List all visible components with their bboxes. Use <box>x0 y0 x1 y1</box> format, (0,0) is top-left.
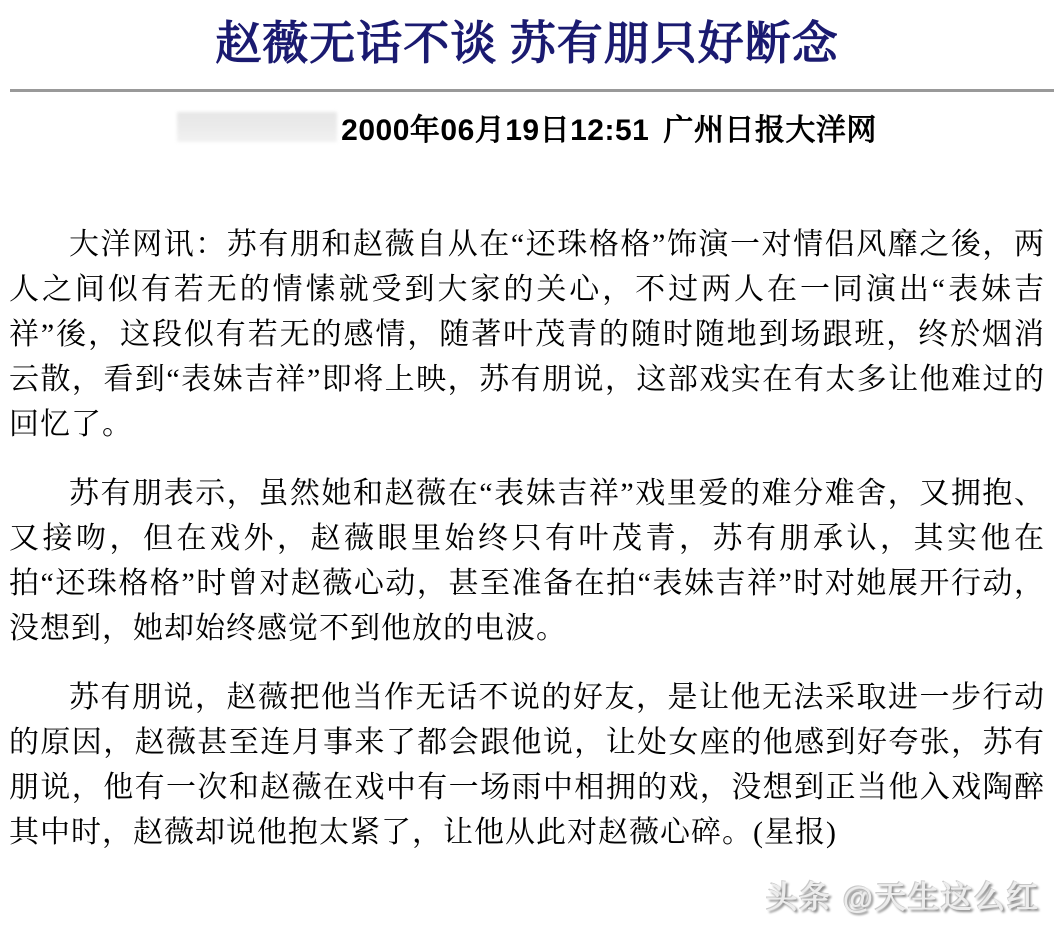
article-paragraph-1: 大洋网讯：苏有朋和赵薇自从在“还珠格格”饰演一对情侣风靡之後，两人之间似有若无的情愫就受到大家的关心，不过两人在一同演出“表妹吉祥”後，这段似有若无的感情，随著叶茂青的随时随地到场跟班，终於烟消云散，看到“表妹吉祥”即将上映，苏有朋说，这部戏实在有太多让他难过的回忆了。 <box>9 228 1045 441</box>
article-paragraph-3: 苏有朋说，赵薇把他当作无话不说的好友，是让他无法采取进一步行动的原因，赵薇甚至连月事来了都会跟他说，让处女座的他感到好夸张，苏有朋说，他有一次和赵薇在戏中有一场雨中相拥的戏，没想到正当他入戏陶醉其中时，赵薇却说他抱太紧了，让他从此对赵薇心碎。(星报) <box>9 681 1045 849</box>
watermark: 头条 @天生这么红 <box>766 880 1040 915</box>
article-source: 广州日报大洋网 <box>663 114 877 147</box>
article-title: 赵薇无话不谈 苏有朋只好断念 <box>215 18 839 69</box>
article-paragraph-2: 苏有朋表示，虽然她和赵薇在“表妹吉祥”戏里爱的难分难舍，又拥抱、又接吻，但在戏外，赵薇眼里始终只有叶茂青，苏有朋承认，其实他在拍“还珠格格”时曾对赵薇心动，甚至准备在拍“表妹吉祥”时对她展开行动，没想到，她却始终感觉不到他放的电波。 <box>9 477 1045 645</box>
article-meta <box>0 110 1054 147</box>
article-body <box>9 222 1045 855</box>
redacted-source-block <box>177 112 337 142</box>
title-divider <box>10 89 1054 92</box>
article-datetime: 2000年06月19日12:51 <box>341 114 650 147</box>
